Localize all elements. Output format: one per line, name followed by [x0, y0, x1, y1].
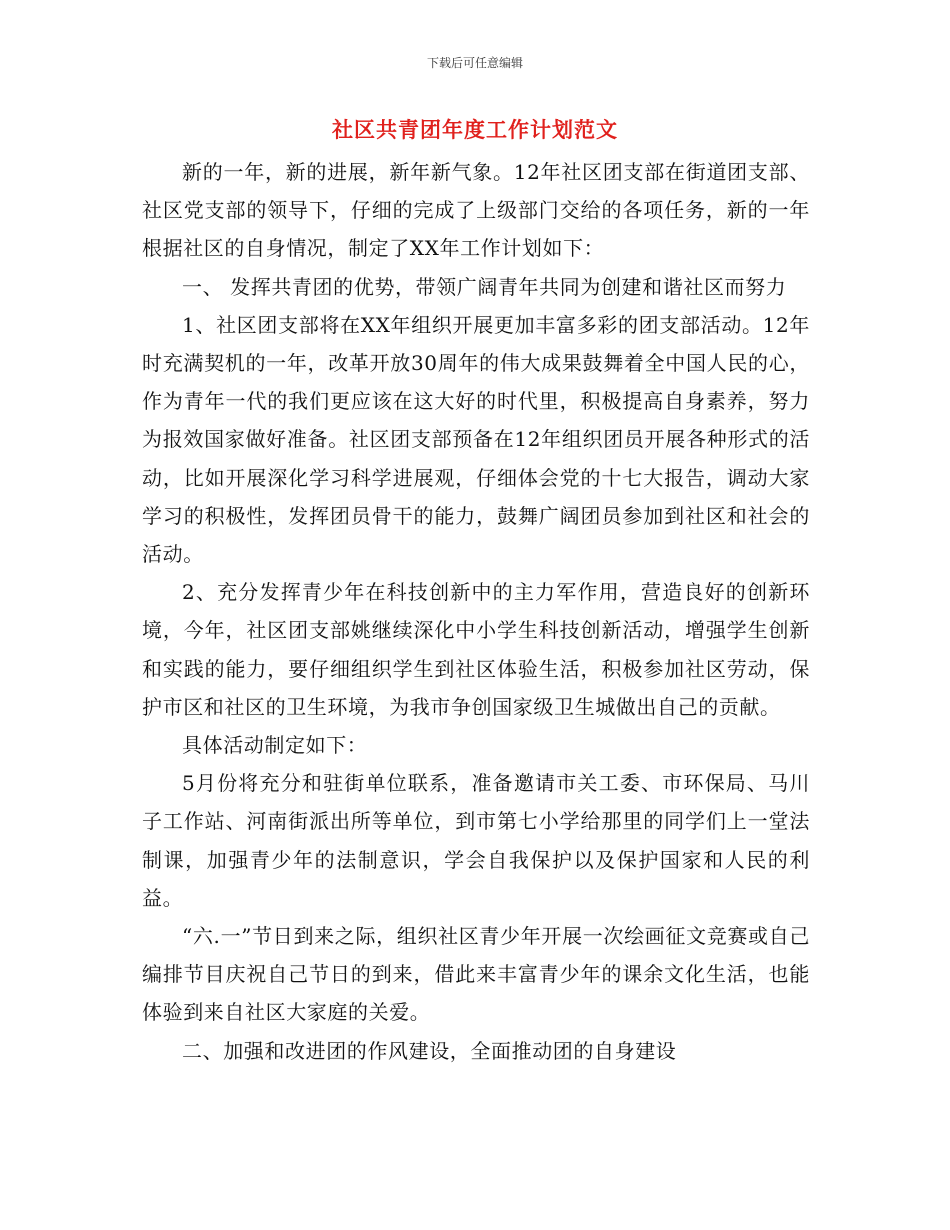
paragraph-intro: 新的一年，新的进展，新年新气象。12年社区团支部在街道团支部、社区党支部的领导下，仔细的完成了上级部门交给的各项任务，新的一年根据社区的自身情况，制定了XX年工作计划如下： — [142, 160, 810, 261]
document-title: 社区共青团年度工作计划范文 — [332, 117, 618, 142]
paragraph-june-activity: “六.一”节日到来之际，组织社区青少年开展一次绘画征文竞赛或自己编排节目庆祝自己节日的到来，借此来丰富青少年的课余文化生活，也能体验到来自社区大家庭的关爱。 — [142, 924, 810, 1025]
paragraph-item-2: 2、充分发挥青少年在科技创新中的主力军作用，营造良好的创新环境，今年，社区团支部姚继续深化中小学生科技创新活动，增强学生创新和实践的能力，要仔细组织学生到社区体验生活，积极参加社区劳动，保护市区和社区的卫生环境，为我市争创国家级卫生城做出自己的贡献。 — [142, 580, 810, 719]
paragraph-activities-heading: 具体活动制定如下： — [182, 733, 368, 758]
paragraph-section-1-heading: 一、 发挥共青团的优势，带领广阔青年共同为创建和谐社区而努力 — [182, 274, 787, 299]
paragraph-item-1: 1、社区团支部将在XX年组织开展更加丰富多彩的团支部活动。12年时充满契机的一年，改革开放30周年的伟大成果鼓舞着全中国人民的心，作为青年一代的我们更应该在这大好的时代里，积极提高自身素养，努力为报效国家做好准备。社区团支部预备在12年组织团员开展各种形式的活动，比如开展深化学习科学进展观，仔细体会党的十七大报告，调动大家学习的积极性，发挥团员骨干的能力，鼓舞广阔团员参加到社区和社会的活动。 — [142, 312, 810, 567]
header-note: 下载后可任意编辑 — [426, 56, 523, 70]
document-body — [142, 153, 810, 1070]
paragraph-section-2-heading: 二、加强和改进团的作风建设，全面推动团的自身建设 — [182, 1038, 677, 1063]
paragraph-may-activity: 5月份将充分和驻街单位联系，准备邀请市关工委、市环保局、马川子工作站、河南街派出所等单位，到市第七小学给那里的同学们上一堂法制课，加强青少年的法制意识，学会自我保护以及保护国家和人民的利益。 — [142, 771, 810, 910]
